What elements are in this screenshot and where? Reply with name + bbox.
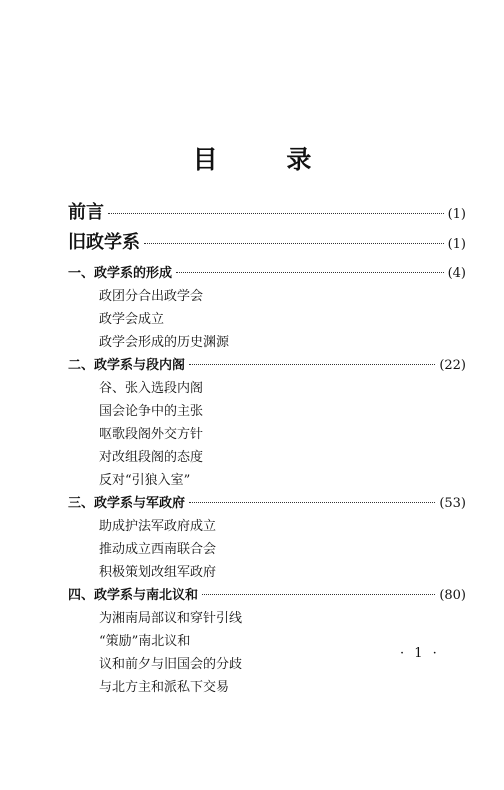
toc-section[interactable]: 政学会成立 — [99, 312, 165, 327]
dot-leader — [189, 502, 435, 503]
dot-leader — [189, 364, 435, 365]
toc-chapter[interactable] — [68, 492, 466, 515]
table-of-contents — [68, 198, 466, 699]
page-number-footer: · 1 · — [400, 646, 440, 661]
toc-page-number: (53) — [439, 496, 466, 511]
toc-page-number: (1) — [447, 207, 466, 222]
toc-section[interactable]: 政学会形成的历史渊源 — [99, 335, 230, 350]
toc-chapter[interactable] — [68, 354, 466, 377]
toc-section[interactable]: 国会论争中的主张 — [99, 404, 204, 419]
toc-section[interactable]: 议和前夕与旧国会的分歧 — [99, 657, 243, 672]
dot-leader — [176, 272, 444, 273]
toc-section[interactable]: 为湘南局部议和穿针引线 — [99, 611, 243, 626]
toc-chapter-label: 一、政学系的形成 — [68, 266, 173, 281]
toc-entry-label: 旧政学系 — [68, 232, 140, 253]
toc-section[interactable]: 与北方主和派私下交易 — [99, 680, 230, 695]
toc-entry-part[interactable] — [68, 228, 466, 258]
dot-leader — [144, 243, 444, 244]
toc-section[interactable]: 政团分合出政学会 — [99, 289, 204, 304]
toc-chapter[interactable] — [68, 584, 466, 607]
toc-chapter-label: 二、政学系与段内阁 — [68, 358, 186, 373]
toc-section[interactable]: 谷、张入选段内阁 — [99, 381, 204, 396]
toc-entry-preface[interactable] — [68, 198, 466, 228]
toc-entry-label: 前言 — [68, 202, 104, 223]
toc-section[interactable]: 积极策划改组军政府 — [99, 565, 217, 580]
toc-chapter-label: 四、政学系与南北议和 — [68, 588, 199, 603]
toc-section[interactable]: 对改组段阁的态度 — [99, 450, 204, 465]
toc-section[interactable]: 助成护法军政府成立 — [99, 519, 217, 534]
toc-section[interactable]: 反对“引狼入室” — [99, 473, 191, 488]
toc-section[interactable]: 呕歌段阁外交方针 — [99, 427, 204, 442]
toc-page-number: (4) — [447, 266, 466, 281]
toc-page-number: (22) — [439, 358, 466, 373]
toc-chapter[interactable] — [68, 262, 466, 285]
toc-chapter-label: 三、政学系与军政府 — [68, 496, 186, 511]
toc-section[interactable]: 推动成立西南联合会 — [99, 542, 217, 557]
toc-page-number: (1) — [447, 237, 466, 252]
page-title: 目 录 — [192, 145, 342, 174]
dot-leader — [108, 213, 444, 214]
toc-page-number: (80) — [439, 588, 466, 603]
toc-section[interactable]: “策励”南北议和 — [99, 634, 191, 649]
dot-leader — [202, 594, 435, 595]
